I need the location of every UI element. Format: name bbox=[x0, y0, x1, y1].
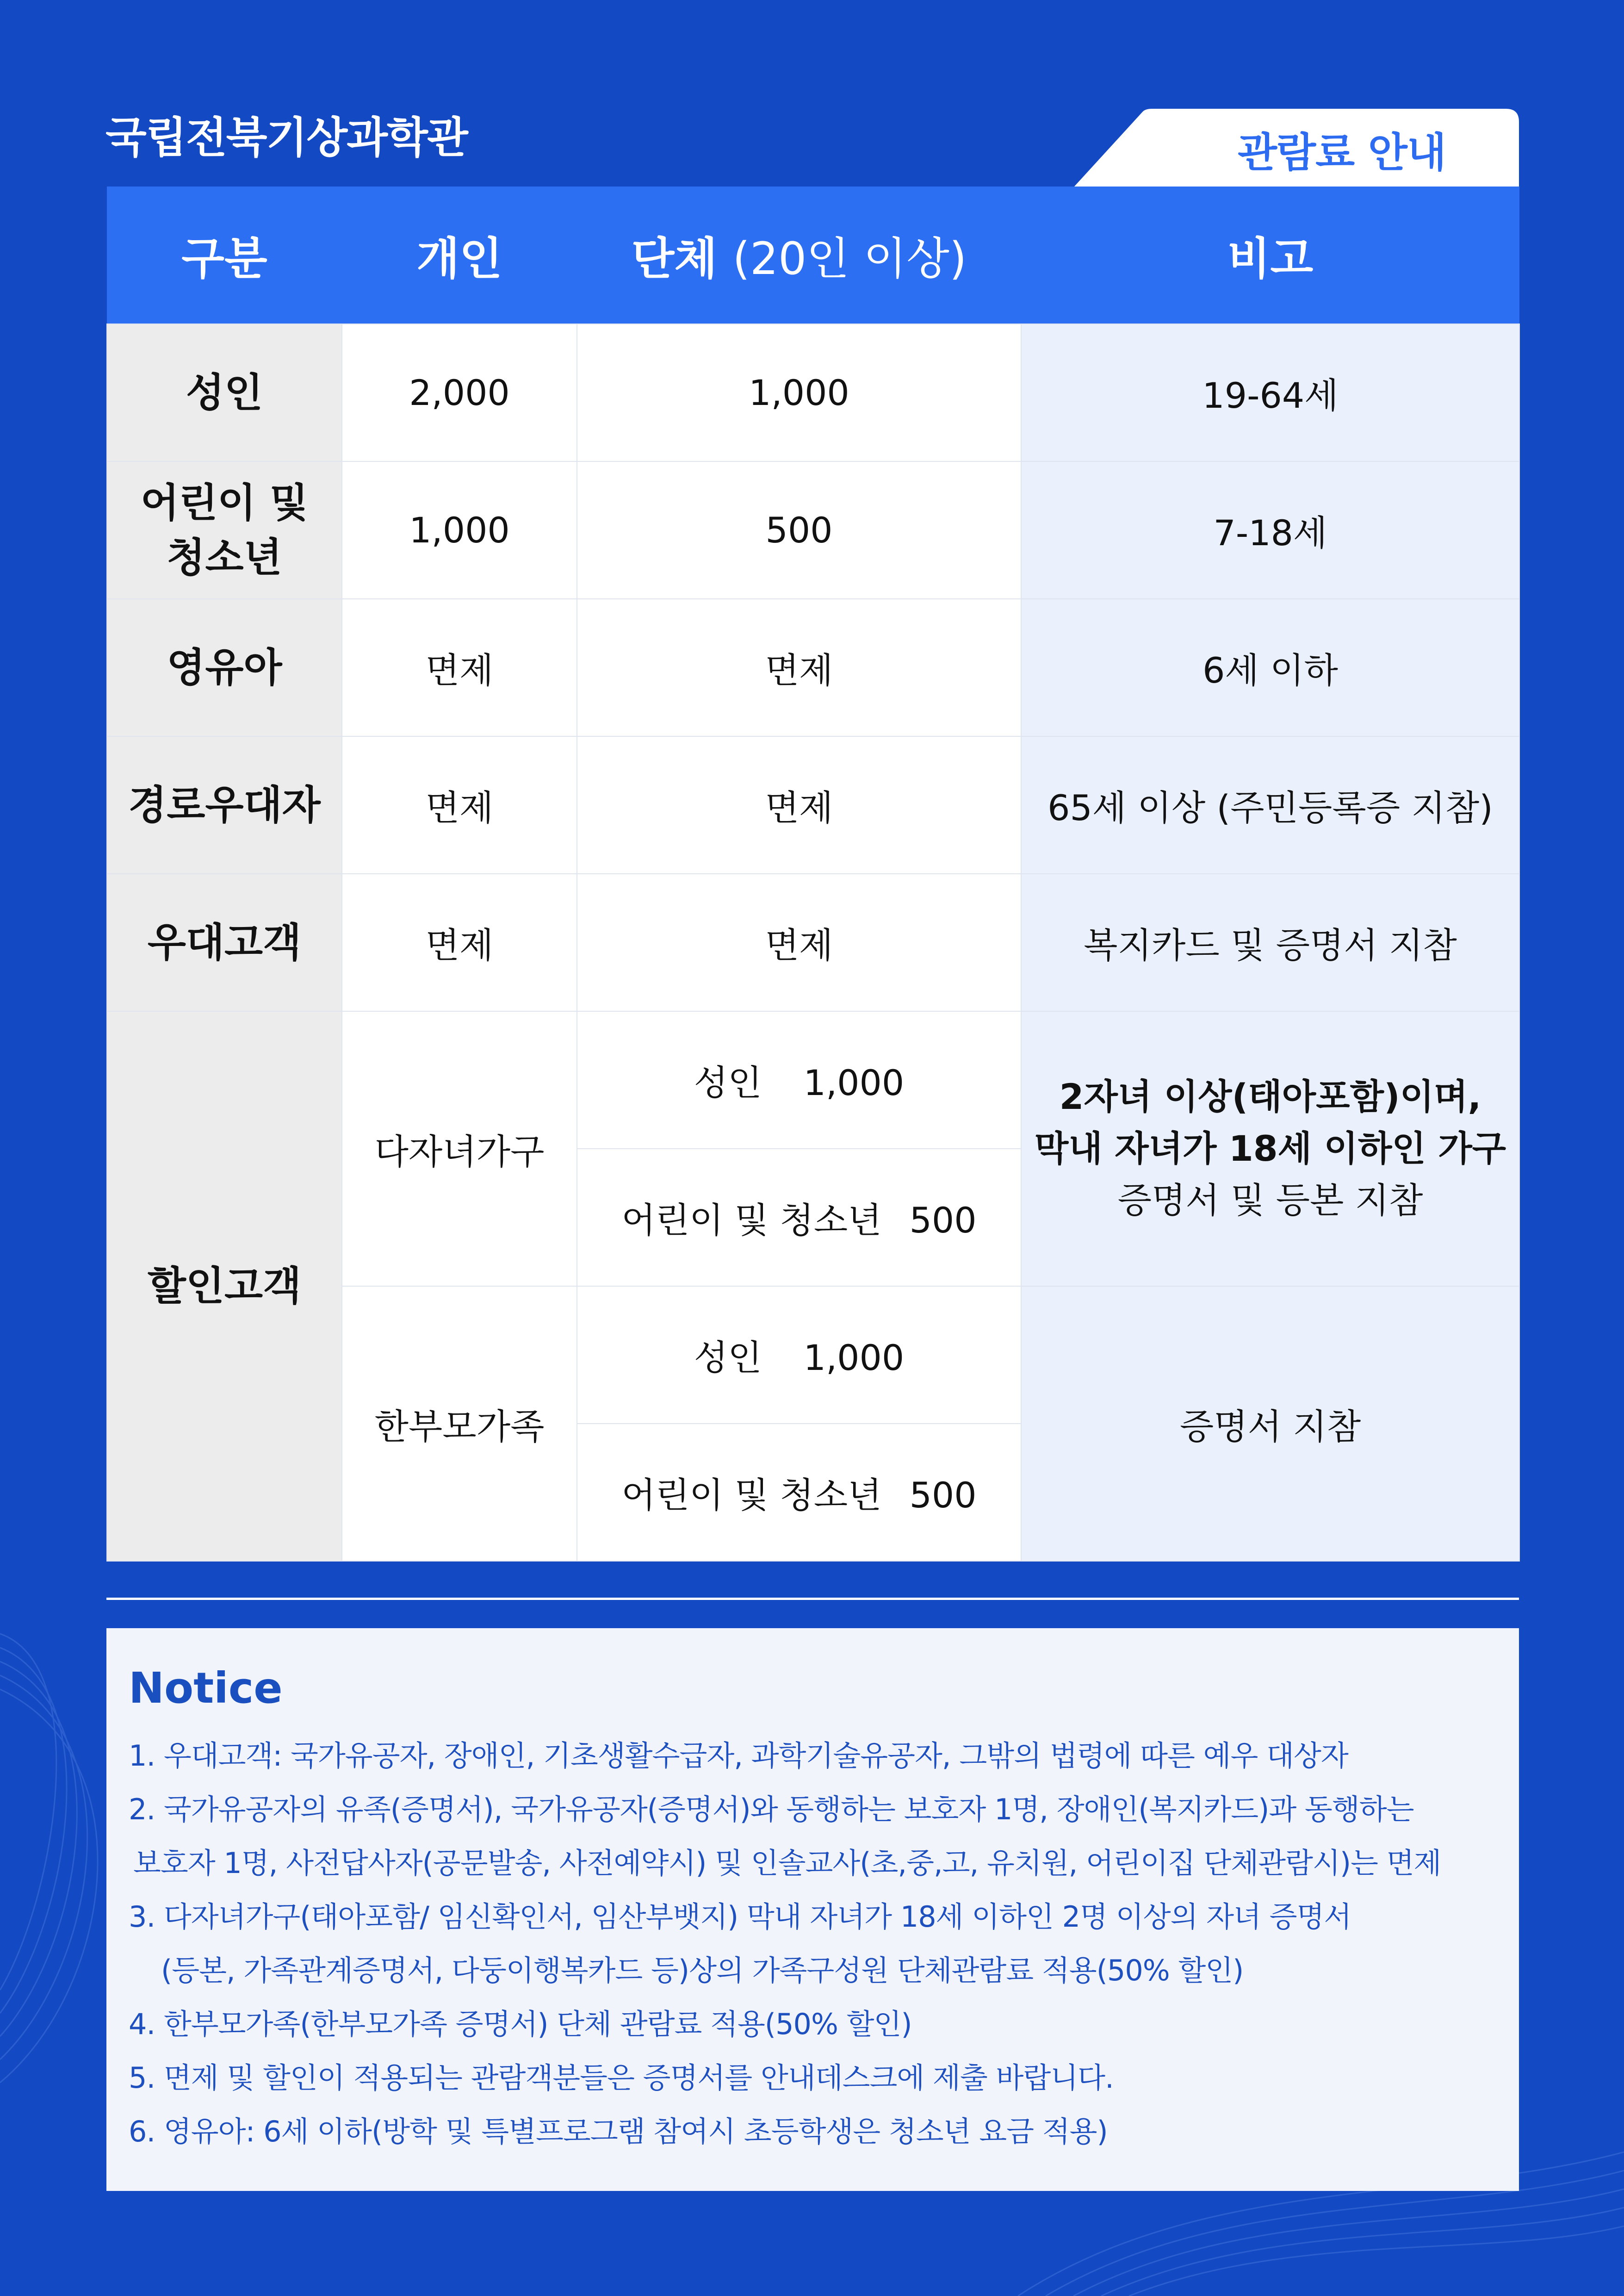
notice-line: 1. 우대고객: 국가유공자, 장애인, 기초생활수급자, 과학기술유공자, 그밖의 법령에 따른 예우 대상자 bbox=[129, 1739, 1348, 1773]
row-group-fee: 1,000 bbox=[577, 324, 1021, 461]
multi-child-youth-fee bbox=[577, 1149, 1021, 1286]
header-group-label: 단체 bbox=[631, 232, 718, 285]
table-row bbox=[107, 461, 1519, 599]
row-individual-fee: 1,000 bbox=[342, 461, 577, 599]
row-remarks: 65세 이상 (주민등록증 지참) bbox=[1021, 736, 1519, 874]
discount-category: 할인고객 bbox=[107, 1011, 342, 1561]
single-parent-adult-fee bbox=[577, 1286, 1021, 1424]
museum-title: 국립전북기상과학관 bbox=[105, 113, 467, 162]
fee-value: 500 bbox=[909, 1475, 977, 1516]
header-category: 구분 bbox=[107, 187, 342, 324]
header-group bbox=[577, 187, 1021, 324]
table-row bbox=[107, 324, 1519, 461]
header-group-note: (20인 이상) bbox=[732, 232, 967, 285]
notice-line: 4. 한부모가족(한부모가족 증명서) 단체 관람료 적용(50% 할인) bbox=[129, 2007, 912, 2041]
row-individual-fee: 면제 bbox=[342, 599, 577, 736]
multi-child-adult-fee bbox=[577, 1011, 1021, 1149]
row-category-line: 어린이 및 bbox=[140, 479, 309, 526]
table-row bbox=[107, 599, 1519, 736]
fee-value: 500 bbox=[909, 1200, 977, 1241]
row-individual-fee: 2,000 bbox=[342, 324, 577, 461]
multi-child-remarks bbox=[1021, 1011, 1519, 1286]
row-group-fee: 500 bbox=[577, 461, 1021, 599]
remarks-line: 2자녀 이상(태아포함)이며, bbox=[1059, 1076, 1481, 1117]
admission-fee-table bbox=[106, 187, 1520, 1562]
table-header-row bbox=[107, 187, 1519, 324]
single-parent-label: 한부모가족 bbox=[342, 1286, 577, 1561]
row-individual-fee: 면제 bbox=[342, 874, 577, 1011]
row-group-fee: 면제 bbox=[577, 599, 1021, 736]
row-category: 영유아 bbox=[107, 599, 342, 736]
section-divider bbox=[106, 1598, 1519, 1600]
header-individual: 개인 bbox=[342, 187, 577, 324]
notice-line: 5. 면제 및 할인이 적용되는 관람객분들은 증명서를 안내데스크에 제출 바랍니다. bbox=[129, 2061, 1114, 2095]
row-group-fee: 면제 bbox=[577, 874, 1021, 1011]
row-individual-fee: 면제 bbox=[342, 736, 577, 874]
row-remarks: 7-18세 bbox=[1021, 461, 1519, 599]
remarks-line: 막내 자녀가 18세 이하인 가구 bbox=[1034, 1128, 1506, 1169]
admission-fee-tab bbox=[1073, 109, 1519, 187]
remarks-line: 증명서 및 등본 지참 bbox=[1117, 1180, 1423, 1221]
row-category bbox=[107, 461, 342, 599]
row-category-line: 청소년 bbox=[167, 534, 282, 581]
row-group-fee: 면제 bbox=[577, 736, 1021, 874]
notice-title: Notice bbox=[129, 1663, 283, 1713]
header-remarks: 비고 bbox=[1021, 187, 1519, 324]
fee-label: 성인 bbox=[694, 1337, 762, 1378]
single-parent-youth-fee bbox=[577, 1424, 1021, 1561]
fee-label: 어린이 및 청소년 bbox=[621, 1475, 882, 1516]
row-category: 우대고객 bbox=[107, 874, 342, 1011]
row-remarks: 복지카드 및 증명서 지참 bbox=[1021, 874, 1519, 1011]
notice-line: 6. 영유아: 6세 이하(방학 및 특별프로그램 참여시 초등학생은 청소년 요금 적용) bbox=[129, 2115, 1108, 2148]
tab-label: 관람료 안내 bbox=[1238, 129, 1446, 176]
table-row bbox=[107, 736, 1519, 874]
table-row-discount bbox=[107, 1011, 1519, 1149]
table-row bbox=[107, 874, 1519, 1011]
single-parent-remarks: 증명서 지참 bbox=[1021, 1286, 1519, 1561]
row-remarks: 19-64세 bbox=[1021, 324, 1519, 461]
notice-line: 보호자 1명, 사전답사자(공문발송, 사전예약시) 및 인솔교사(초,중,고, 유치원, 어린이집 단체관람시)는 면제 bbox=[133, 1846, 1441, 1880]
row-category: 경로우대자 bbox=[107, 736, 342, 874]
fee-value: 1,000 bbox=[803, 1062, 905, 1103]
row-category: 성인 bbox=[107, 324, 342, 461]
notice-line: 2. 국가유공자의 유족(증명서), 국가유공자(증명서)와 동행하는 보호자 1명, 장애인(복지카드)과 동행하는 bbox=[129, 1792, 1414, 1826]
notice-box bbox=[106, 1628, 1519, 2191]
fee-value: 1,000 bbox=[803, 1337, 905, 1378]
fee-label: 어린이 및 청소년 bbox=[621, 1200, 882, 1241]
fee-label: 성인 bbox=[694, 1062, 762, 1103]
notice-line: (등본, 가족관계증명서, 다둥이행복카드 등)상의 가족구성원 단체관람료 적용(50% 할인) bbox=[161, 1954, 1244, 1987]
multi-child-label: 다자녀가구 bbox=[342, 1011, 577, 1286]
notice-line: 3. 다자녀가구(태아포함/ 임신확인서, 임산부뱃지) 막내 자녀가 18세 이하인 2명 이상의 자녀 증명서 bbox=[129, 1900, 1351, 1934]
row-remarks: 6세 이하 bbox=[1021, 599, 1519, 736]
